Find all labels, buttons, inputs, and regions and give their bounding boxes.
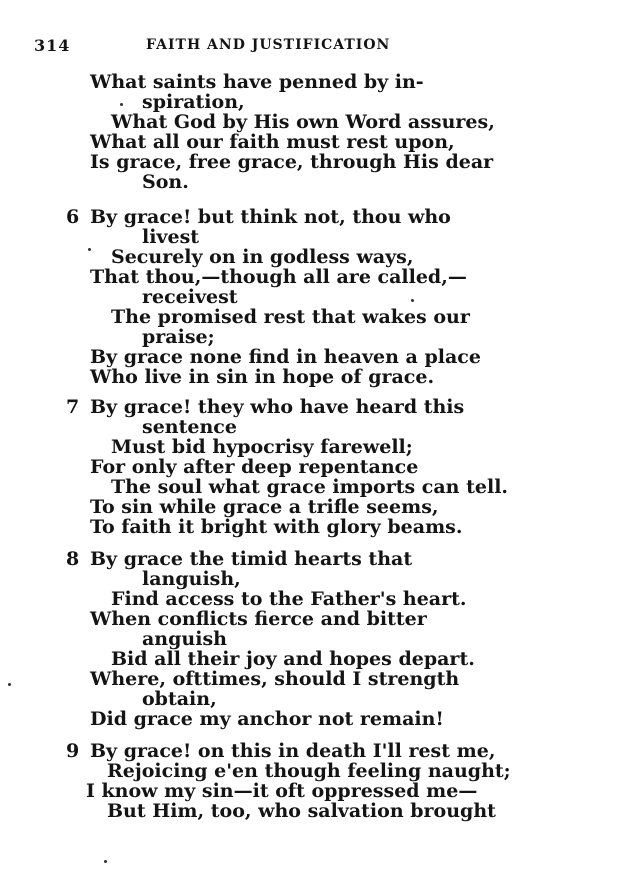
scan-speck bbox=[88, 248, 91, 251]
verse-line: praise; bbox=[142, 326, 215, 348]
verse-line: By grace none find in heaven a place bbox=[90, 346, 481, 368]
verse-line: By grace! on this in death I'll rest me, bbox=[90, 740, 496, 762]
verse-line: receivest bbox=[142, 286, 238, 308]
verse-line: By grace! but think not, thou who bbox=[90, 206, 451, 228]
scan-speck bbox=[8, 683, 11, 686]
verse-line: Securely on in godless ways, bbox=[111, 246, 414, 268]
stanza-number: 9 bbox=[66, 740, 80, 762]
verse-line: Where, ofttimes, should I strength bbox=[90, 668, 460, 690]
verse-line: What saints have penned by in- bbox=[90, 71, 424, 93]
verse-line: Bid all their joy and hopes depart. bbox=[111, 648, 475, 670]
verse-line: To faith it bright with glory beams. bbox=[90, 516, 463, 538]
verse-line: The soul what grace imports can tell. bbox=[111, 476, 509, 498]
verse-line: Is grace, free grace, through His dear bbox=[90, 151, 494, 173]
verse-line: languish, bbox=[142, 568, 241, 590]
stanza-number: 8 bbox=[66, 548, 80, 570]
verse-line: Son. bbox=[142, 171, 189, 193]
verse-line: Who live in sin in hope of grace. bbox=[90, 366, 435, 388]
verse-line: Must bid hypocrisy farewell; bbox=[111, 436, 413, 458]
verse-line: What all our faith must rest upon, bbox=[90, 131, 455, 153]
verse-line: Rejoicing e'en though feeling naught; bbox=[107, 760, 511, 782]
scan-speck bbox=[411, 299, 414, 302]
verse-line: But Him, too, who salvation brought bbox=[107, 800, 496, 822]
scan-speck bbox=[120, 103, 123, 106]
verse-line: spiration, bbox=[142, 91, 245, 113]
verse-line: By grace! they who have heard this bbox=[90, 396, 465, 418]
running-title: FAITH AND JUSTIFICATION bbox=[146, 37, 391, 53]
verse-line: Find access to the Father's heart. bbox=[111, 588, 467, 610]
verse-line: The promised rest that wakes our bbox=[111, 306, 470, 328]
verse-line: livest bbox=[142, 226, 200, 248]
page-number: 314 bbox=[34, 36, 71, 55]
verse-line: For only after deep repentance bbox=[90, 456, 419, 478]
verse-line: That thou,—though all are called,— bbox=[90, 266, 467, 288]
page-header bbox=[34, 36, 414, 56]
verse-line: sentence bbox=[142, 416, 237, 438]
stanza-number: 6 bbox=[66, 206, 80, 228]
verse-line: When conflicts fierce and bitter bbox=[90, 608, 427, 630]
verse-line: obtain, bbox=[142, 688, 217, 710]
verse-line: By grace the timid hearts that bbox=[90, 548, 413, 570]
stanza-number: 7 bbox=[66, 396, 80, 418]
scan-speck bbox=[104, 860, 107, 863]
verse-line: What God by His own Word assures, bbox=[111, 111, 495, 133]
verse-line: anguish bbox=[142, 628, 227, 650]
verse-line: To sin while grace a trifle seems, bbox=[90, 496, 439, 518]
verse-line: I know my sin—it oft oppressed me— bbox=[86, 780, 478, 802]
verse-line: Did grace my anchor not remain! bbox=[90, 708, 444, 730]
